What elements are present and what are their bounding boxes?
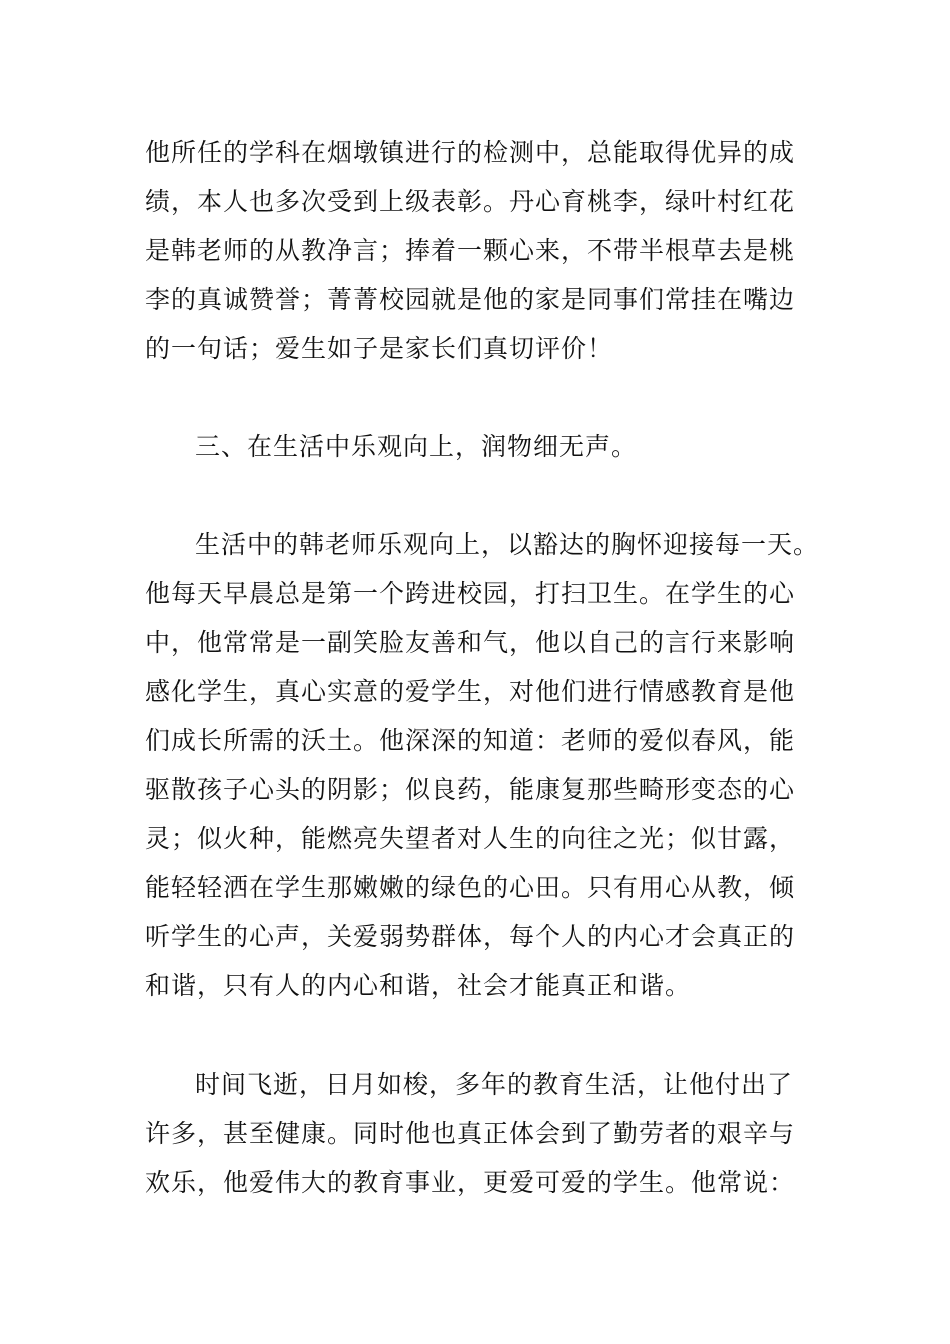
paragraph-life	[145, 520, 820, 1010]
text-line: 李的真诚赞誉；菁菁校园就是他的家是同事们常挂在嘴边	[145, 285, 796, 314]
text-line: 们成长所需的沃土。他深深的知道：老师的爱似春风，能	[145, 726, 796, 755]
text-line: 欢乐，他爱伟大的教育事业，更爱可爱的学生。他常说：	[145, 1168, 796, 1197]
text-line: 他每天早晨总是第一个跨进校园，打扫卫生。在学生的心	[145, 579, 796, 608]
text-line: 驱散孩子心头的阴影；似良药，能康复那些畸形变态的心	[145, 775, 796, 804]
text-line: 许多，甚至健康。同时他也真正体会到了勤劳者的艰辛与	[145, 1119, 796, 1148]
text-line: 的一句话；爱生如子是家长们真切评价！	[145, 334, 614, 363]
text-line: 听学生的心声，关爱弱势群体，每个人的内心才会真正的	[145, 922, 796, 951]
text-line: 他所任的学科在烟墩镇进行的检测中，总能取得优异的成	[145, 138, 796, 167]
text-line: 生活中的韩老师乐观向上，以豁达的胸怀迎接每一天。	[195, 530, 820, 559]
text-line: 是韩老师的从教净言；捧着一颗心来，不带半根草去是桃	[145, 236, 796, 265]
text-line: 绩，本人也多次受到上级表彰。丹心育桃李，绿叶村红花	[145, 187, 796, 216]
text-line: 时间飞逝，日月如梭，多年的教育生活，让他付出了	[195, 1070, 794, 1099]
section-heading	[145, 422, 815, 471]
section-heading-text: 三、在生活中乐观向上，润物细无声。	[195, 432, 638, 461]
paragraph-time	[145, 1060, 815, 1207]
text-line: 灵；似火种，能燃亮失望者对人生的向往之光；似甘露，	[145, 824, 796, 853]
text-line: 能轻轻洒在学生那嫩嫩的绿色的心田。只有用心从教，倾	[145, 873, 796, 902]
text-line: 感化学生，真心实意的爱学生，对他们进行情感教育是他	[145, 677, 796, 706]
text-line: 中，他常常是一副笑脸友善和气，他以自己的言行来影响	[145, 628, 796, 657]
text-line: 和谐，只有人的内心和谐，社会才能真正和谐。	[145, 971, 692, 1000]
paragraph-achievements	[145, 128, 815, 373]
